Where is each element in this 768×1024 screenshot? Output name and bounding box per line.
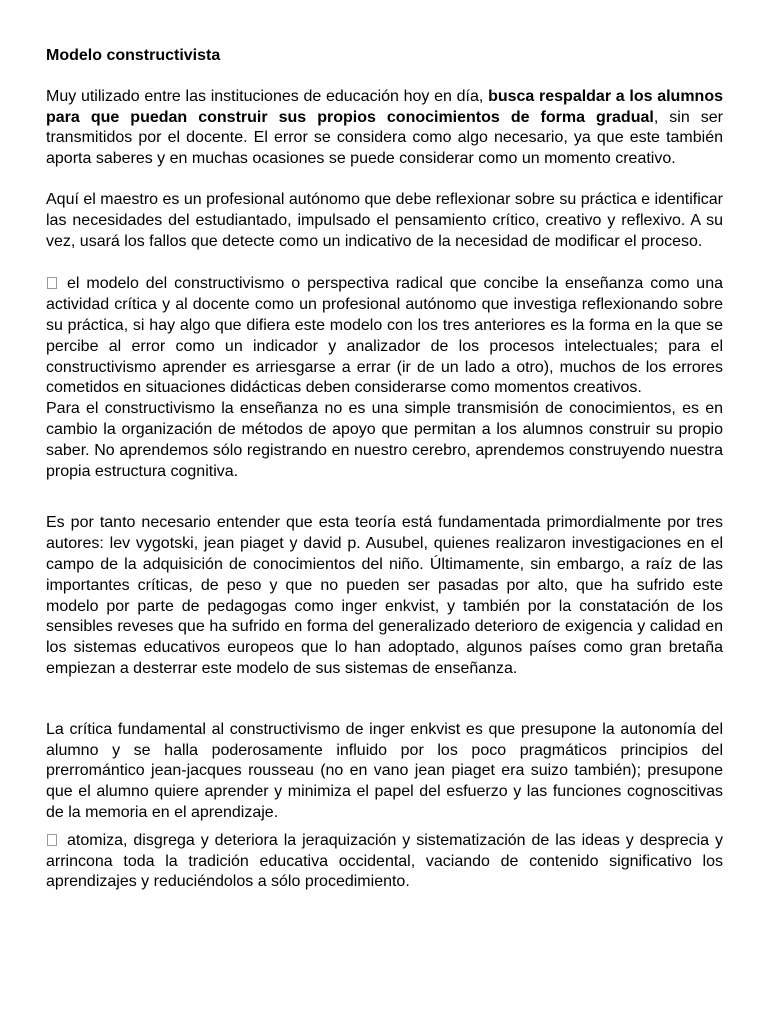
- paragraph-teaching-not-transmission: Para el constructivismo la enseñanza no es una simple transmisión de conocimientos, es en cambio la organización de métodos de apoyo que permitan a los alumnos construir su propio saber. No aprendemos sólo registrando en nuestro cerebro, aprendemos construyendo nuestra propia estructura cognitiva.: [46, 400, 723, 480]
- bullet-placeholder-icon: [47, 834, 57, 846]
- paragraph-criticism: La crítica fundamental al constructivismo de inger enkvist es que presupone la autonomía del alumno y se halla poderosamente influido por los poco pragmáticos principios del prerromántico jean-jacques rousseau (no en vano jean piaget era suizo también); presupone que el alumno quiere aprender y minimiza el papel del esfuerzo y las funciones cognoscitivas de la memoria en el aprendizaje.: [46, 720, 723, 821]
- paragraph-intro: [46, 87, 723, 170]
- bullet-placeholder-icon: [47, 277, 57, 289]
- paragraph-intro-bold: busca respaldar a los alumnos para que puedan construir sus propios conocimientos de forma gradual: [46, 87, 724, 126]
- paragraph-intro-end: , sin ser transmitidos por el docente. El error se considera como algo necesario, ya que este también aporta saberes y en muchas ocasiones se puede considerar como un momento creativo.: [46, 108, 723, 168]
- paragraph-intro-start: Muy utilizado entre las instituciones de educación hoy en día,: [46, 87, 489, 105]
- paragraph-atomiza-text: atomiza, disgrega y deteriora la jeraquización y sistematización de las ideas y desprecia y arrincona toda la tradición educativa occidental, vaciando de contenido significativo los aprendizajes y reduciéndolos a sólo procedimiento.: [46, 831, 723, 891]
- paragraph-teacher-role: Aquí el maestro es un profesional autónomo que debe reflexionar sobre su práctica e identificar las necesidades del estudiantado, impulsado el pensamiento crítico, creativo y reflexivo. A su vez, usará los fallos que detecte como un indicativo de la necesidad de modificar el proceso.: [46, 190, 723, 250]
- document-page: [46, 46, 723, 893]
- document-title: Modelo constructivista: [46, 47, 221, 64]
- paragraph-radical-perspective: [46, 274, 723, 399]
- paragraph-radical-perspective-text: el modelo del constructivismo o perspectiva radical que concibe la enseñanza como una actividad crítica y al docente como un profesional autónomo que investiga reflexionando sobre su práctica, si hay algo que difiera este modelo con los tres anteriores es la forma en la que se percibe al error como un indicador y analizador de los procesos intelectuales; para el constructivismo aprender es arriesgarse a errar (ir de un lado a otro), muchos de los errores cometidos en situaciones didácticas deben considerarse como momentos creativos.: [46, 275, 723, 397]
- paragraph-authors: Es por tanto necesario entender que esta teoría está fundamentada primordialmente por tres autores: lev vygotski, jean piaget y david p. Ausubel, quienes realizaron investigaciones en el campo de la adquisición de conocimientos del niño. Últimamente, sin embargo, a raíz de las importantes críticas, de peso y que no pueden ser pasadas por alto, que ha sufrido este modelo por parte de pedagogas como inger enkvist, y también por la constatación de los sensibles reveses que ha sufrido en forma del generalizado deterioro de exigencia y calidad en los sistemas educativos europeos que lo han adoptado, algunos países como gran bretaña empiezan a desterrar este modelo de sus sistemas de enseñanza.: [46, 514, 723, 677]
- paragraph-atomiza: [46, 831, 723, 893]
